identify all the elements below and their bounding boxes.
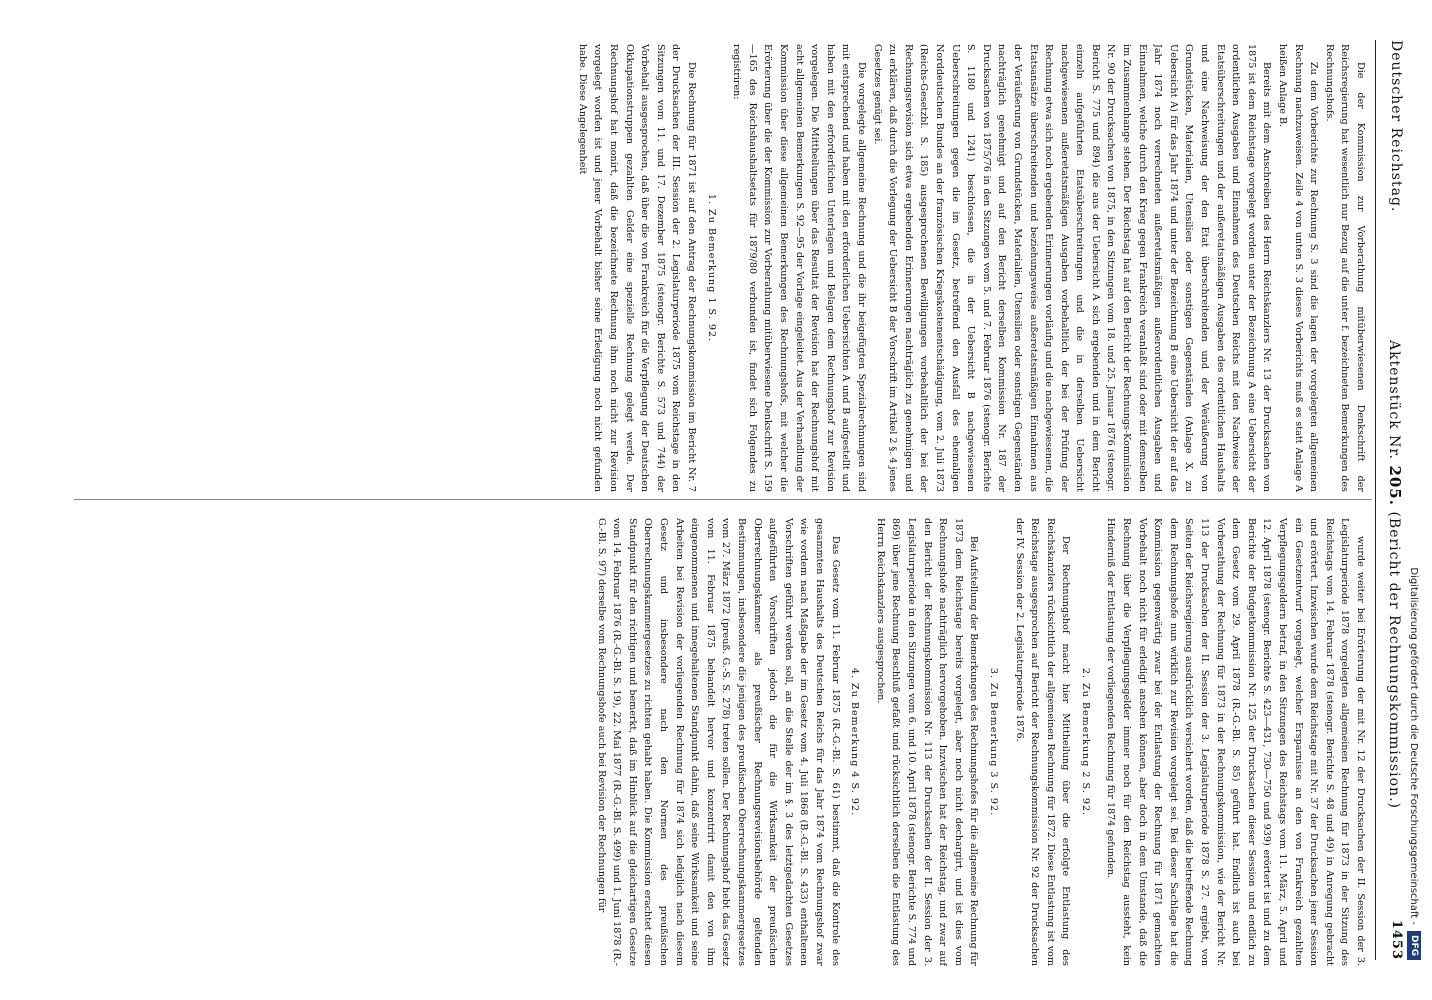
page-number: 1453 bbox=[1389, 919, 1404, 960]
header-center-suffix: (Bericht der Rechnungskommission.) bbox=[1386, 511, 1402, 809]
paragraph: Bei Aufstellung der Bemerkungen des Rechnungshofes für die allgemeine Rechnung für 1873 dem Reichstage bereits vorgelegt, aber noch nicht dechargirt, und ist dies vom Rechnungshofe nachträglich hervorgehoben. Inzwischen hat der Reichstag, und zwar auf den Bericht der Rechnungskommission Nr. 113 der Drucksachen der II. Session der 3. Legislaturperiode in den Sitzungen vom 6. und 10. April 1878 (stenogr. Berichte S. 774 und 869) über jene Rechnung Beschluß gefaßt und rücksichtlich derselben die Entlastung des Herrn Reichskanzlers ausgesprochen. bbox=[874, 518, 980, 966]
header-rule bbox=[1375, 40, 1376, 960]
header-center-title bbox=[1386, 340, 1404, 809]
paragraph: Zu dem Vorberichte zur Rechnung S. 3 sind die lagen der vorgelegten allgemeinen Rechnung nachzuweisen. Zeile 4 von unten S. 3 dieses Vorberichts muß es statt Anlage A heißen Anlage B. bbox=[1277, 44, 1320, 492]
paragraph: Die Rechnung für 1871 ist auf den Antrag der Rechnungskommission im Bericht Nr. 7 der Drucksachen der III. Session der 2. Legislaturperiode 1875 vom Reichstage in den Sitzungen vom 11. und 17. Dezember 1875 (stenogr. Berichte S. 573 und 744) der Vorbehalt ausgesprochen, daß über die von Frankreich für die Verpflegung der Deutschen Okkupationstruppen gezahlten Gelder eine spezielle Rechnung gelegt werde. Der Rechnungshof hat monirt, daß die bezeichnete Rechnung ihm noch nicht zur Revision vorgelegt worden ist und jener Vorbehalt bisher seine Erledigung noch nicht gefunden habe. Diese Angelegenheit bbox=[576, 44, 698, 492]
digitization-credit bbox=[1404, 40, 1422, 960]
paragraph: Das Gesetz vom 11. Februar 1875 (R.-G.-Bl. S. 61) bestimmt, daß die Kontrole des gesammten Haushalts des Deutschen Reichs für das Jahr 1874 vom Rechnungshof zwar wie vordem nach Maßgabe der im Gesetz vom 4. Juli 1868 (B.-G.-Bl. S. 433) enthaltenen Vorschriften geführt werden soll, an die Stelle der im §. 3 des letztgedachten Gesetzes aufgeführten Vorschriften jedoch die für die Wirksamkeit der preußischen Oberrechnungskammer als preußischer Rechnungsrevisionsbehörde geltenden Bestimmungen, insbesondere die jenigen des preußischen Oberrechnungskammergesetzes vom 27. März 1872 (preuß. G.-S. S. 278) treten sollen. Der Rechnungshof hebt das Gesetz vom 11. Februar 1875 behandelt hervor und konzentrirt damit den von ihm eingenommenen und innegehaltenen Standpunkt dahin, daß seine Wirksamkeit und seine Arbeiten bei Revision der vorliegenden Rechnung für 1874 sich lediglich nach diesem Gesetz und insbesondere nach den Normen des preußischen Oberrechnungskammergesetzes zu richten gehabt haben. Die Kommission erachtet diesen Standpunkt für den richtigen und bemerkt, daß im Hinblick auf die gleichartigen Gesetze vom 14. Februar 1876 (R.-G.-Bl. S. 19), 22. Mai 1877 (R.-G.-Bl. S. 499) und 1. Juni 1878 (R.-G.-Bl. S. 97) derselbe vom Rechnungshofe auch bei Revision der Rechnungen für bbox=[595, 518, 841, 966]
header-center-prefix: Aktenstück Nr. bbox=[1386, 340, 1402, 460]
dfg-logo: DFG bbox=[1407, 931, 1421, 960]
paragraph: Der Rechnungshof macht hier Mittheilung über die erfolgte Entlastung des Reichskanzlers rücksichtlich der allgemeinen Rechnung für 1872. Diese Entlastung ist vom Reichstage ausgesprochen auf Bericht der Rechnungskommission Nr. 92 der Drucksachen der IV. Session der 2. Legislaturperiode 1876. bbox=[1013, 518, 1072, 966]
credit-text: Digitalisierung gefördert durch die Deutsche Forschungsgemeinschaft - bbox=[1408, 567, 1419, 925]
paragraph: Die der Kommission zur Vorberathung mitüberwiesenen Denkschrift der Reichsregierung hat wesentlich nur Bezug auf die unter f. bezeichneten Bemerkungen des Rechnungshofs. bbox=[1323, 44, 1366, 492]
right-column bbox=[74, 518, 1368, 966]
paragraph: wurde weiter bei Erörterung der mit Nr. 12 der Drucksachen der II. Session der 3. Legislaturperiode 1878 vorgelegten allgemeinen Rechnung für 1873 in der Sitzung des Reichstags vom 14. Februar 1878 (stenogr. Berichte S. 48 und 49) in Anregung gebracht und erörtert. Inzwischen wurde dem Reichstage mit Nr. 37 der Drucksachen jener Session ein Gesetzentwurf vorgelegt, welcher Ersparnisse an den von Frankreich gezahlten Verpflegungsgeldern betraf, in den Sitzungen des Reichstags vom 11. März, 5. April und 12. April 1878 (stenogr. Berichte S. 423—431, 730—750 und 939) erörtert ist und zu dem Berichte der Budgetkommission Nr. 125 der Drucksachen dieser Session und endlich zu dem Gesetz vom 29. April 1878 (R.-G.-Bl. S. 85) geführt hat. Endlich ist auch bei Vorberathung der Rechnung für 1873 in der Rechnungskommission, wie der Bericht Nr. 113 der Drucksachen der II. Session der 3. Legislaturperiode 1878 S. 27. ergiebt, von Seiten der Reichsregierung ausdrücklich versichert worden, daß die betreffende Rechnung dem Rechnungshofe nun wirklich zur Revision vorgelegt sei. Bei dieser Sachlage hat die Kommission gegenwärtig zwar bei der Entlastung der Rechnung für 1871 gemachten Vorbehalt noch nicht für erledigt ansehen können, aber doch in dem Umstande, daß die Rechnung über die Verpflegungsgelder immer noch für den Reichstag aussteht, kein Hinderniß der Entlastung der vorliegenden Rechnung für 1874 gefunden. bbox=[1105, 518, 1366, 966]
paragraph: Bereits mit dem Anschreiben des Herrn Reichskanzlers Nr. 13 der Drucksachen von 1875 ist dem Reichstage vorgelegt worden unter der Bezeichnung A eine Uebersicht der ordentlichen Ausgaben und Einnahmen des Deutschen Reichs mit den Nachweise der Etatsüberschreitungen und der außeretatsmäßigen Ausgaben des ordentlichen Haushalts und eine Nachweisung der den Etat überschreitenden und der Veräußerung von Grundstücken, Materialien, Utensilien oder sonstigen Gegenständen (Anlage X. zu Uebersicht A) für das Jahr 1874 und unter der Bezeichnung B eine Uebersicht der auf das Jahr 1874 noch verrechneten außeretatsmäßigen außerordentlichen Ausgaben und Einnahmen, welche durch den Krieg gegen Frankreich veranlaßt sind oder mit demselben im Zusammenhange stehen. Der Reichstag hat auf den Bericht der Rechnungs-Kommission Nr. 90 der Drucksachen von 1875, in den Sitzungen vom 18. und 25. Januar 1876 (stenogr. Bericht S. 775 und 894) die aus der Uebersicht A sich ergebenden und in dem Bericht einzeln aufgeführten Etatsüberschreitungen und die in derselben Uebersicht nachgewiesenen außeretatsmäßigen Ausgaben vorbehaltlich der bei der Prüfung der Rechnung etwa sich noch ergebenden Erinnerungen vorläufig und die nachgewiesenen, die Etatsansätze überschreitenden und beziehungsweise außeretatsmäßigen Einnahmen aus der Veräußerung von Grundstücken, Materialien, Utensilien oder sonstigen Gegenständen nachträglich genehmigt und auf den Bericht derselben Kommission Nr. 187 der Drucksachen von 1875/76 in den Sitzungen vom 5. und 7. Februar 1876 (stenogr. Berichte S. 1180 und 1241) beschlossen, die in der Uebersicht B nachgewiesenen Ueberschreitungen gegen die im Gesetz, betreffend den Ausfall des ehemaligen Norddeutschen Bundes an der französischen Kriegskostenentschädigung, vom 2. Juli 1873 (Reichs-Gesetzbl. S. 185) ausgesprochenen Bewilligungen vorbehaltlich der bei der Rechnungsrevision sich etwa ergebenden Erinnerungen nachträglich zu genehmigen und zu erklären, daß durch die Vorlegung der Uebersicht B der Vorschrift im Artikel 2 §. 4 jenes Gesetzes genügt sei. bbox=[871, 44, 1273, 492]
header-left-title: Deutscher Reichstag. bbox=[1388, 40, 1404, 213]
section-heading: 3. Zu Bemerkung 3 S. 92. bbox=[987, 667, 999, 817]
column-divider bbox=[74, 499, 1372, 500]
header-document-number: 205. bbox=[1386, 465, 1404, 506]
section-heading: 1. Zu Bemerkung 1 S. 92. bbox=[705, 193, 717, 343]
page-header bbox=[1378, 40, 1404, 960]
section-heading: 4. Zu Bemerkung 4 S. 92. bbox=[849, 667, 861, 817]
left-column bbox=[74, 44, 1368, 492]
section-heading: 2. Zu Bemerkung 2 S. 92. bbox=[1079, 667, 1091, 817]
paragraph: Die vorgelegte allgemeine Rechnung und die ihr beigefügten Spezialrechnungen sind mit entsprechend und haben mit den erforderlichen Uebersichten A und B aufgestellt und haben mit den erforderlichen Unterlagen und Belagen dem Rechnungshof zur Revision vorgelegen. Die Mittheilungen über das Resultat der Revision hat der Rechnungshof mit acht allgemeinen Bemerkungen S. 92—95 der Vorlage eingeleitet. Aus der Verhandlung der Kommission über diese allgemeinen Bemerkungen des Rechnungshofs, mit welcher die Erörterung über die der Kommission zur Vorberathung mitüberwiesene Denkschrift S. 159—165 des Reichshaushaltsetats für 1879/80 verbunden ist, findet sich Folgendes zu registriren: bbox=[731, 44, 867, 492]
